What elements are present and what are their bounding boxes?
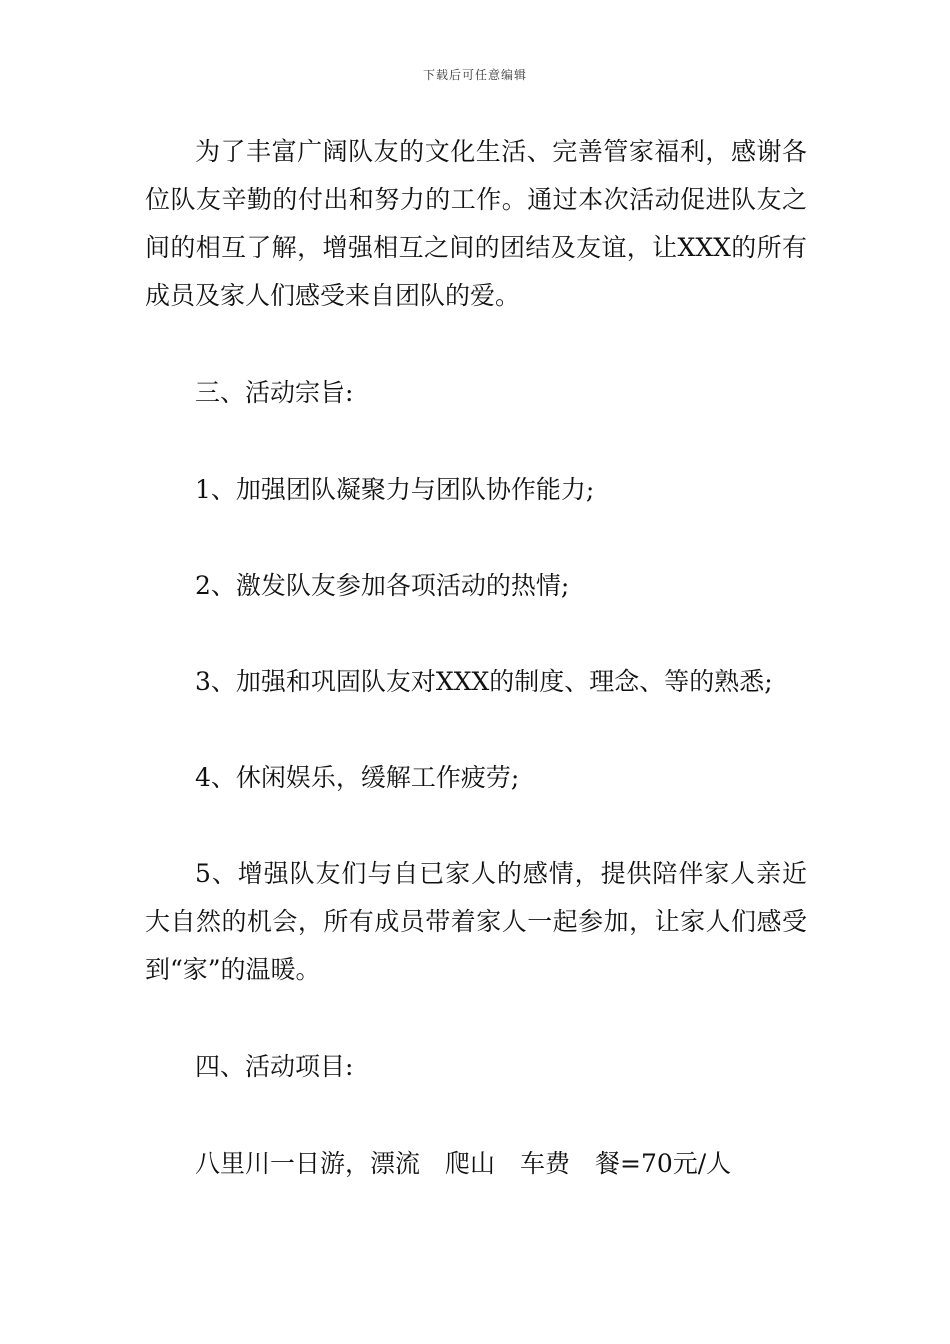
section-3-item-4: 4、休闲娱乐，缓解工作疲劳; [195,763,520,792]
intro-paragraph: 为了丰富广阔队友的文化生活、完善管家福利，感谢各位队友辛勤的付出和努力的工作。通过本次活动促进队友之间的相互了解，增强相互之间的团结及友谊，让XXX的所有成员及家人们感受来自团队的爱。 [145,137,807,310]
section-3-item-2: 2、激发队友参加各项活动的热情; [195,571,570,600]
section-3-item-3: 3、加强和巩固队友对XXX的制度、理念、等的熟悉; [195,667,773,696]
document-body [145,128,807,1188]
section-3-heading: 三、活动宗旨: [195,378,354,407]
section-3-item-1: 1、加强团队凝聚力与团队协作能力; [195,475,595,504]
section-3-item-5: 5、增强队友们与自已家人的感情，提供陪伴家人亲近大自然的机会，所有成员带着家人一起参加，让家人们感受到“家”的温暖。 [145,859,807,984]
page-header-note: 下载后可任意编辑 [422,68,527,82]
section-4-heading: 四、活动项目: [195,1052,354,1081]
section-4-line: 八里川一日游，漂流 爬山 车费 餐=70元/人 [195,1149,732,1178]
